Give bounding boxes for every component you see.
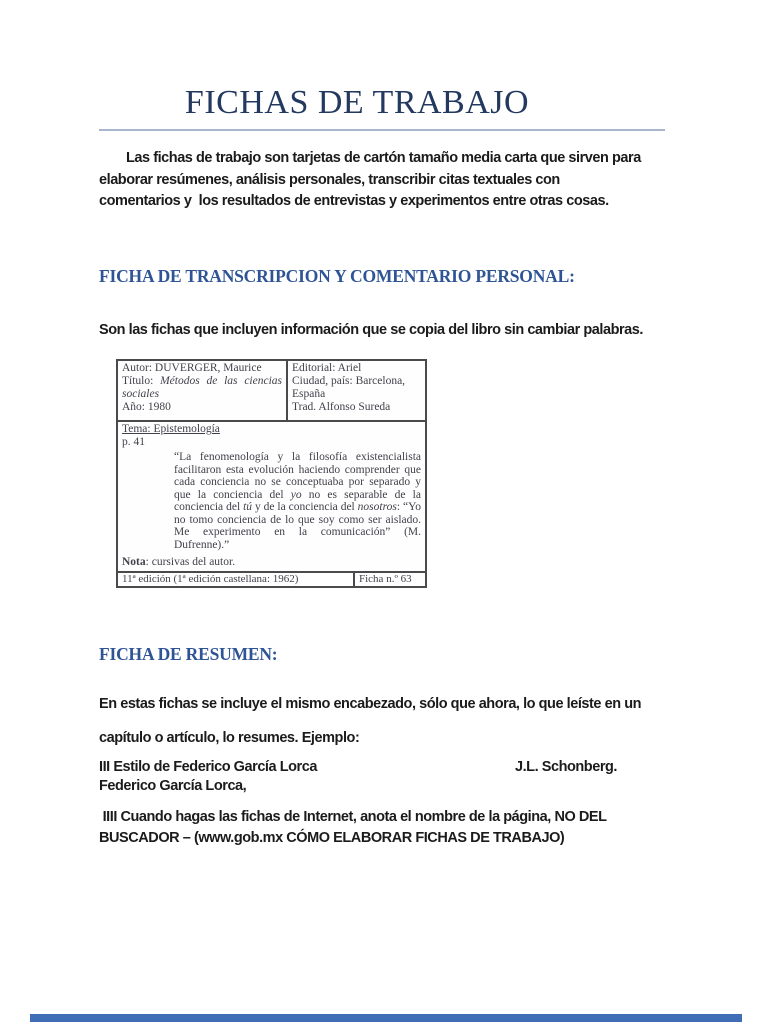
example-title: III Estilo de Federico García Lorca	[99, 759, 317, 775]
section-heading-resumen: FICHA DE RESUMEN:	[99, 644, 278, 664]
intro-line: Las fichas de trabajo son tarjetas de cartón tamaño media carta que sirven para	[126, 150, 641, 166]
example-author: J.L. Schonberg.	[514, 759, 617, 775]
quote-text: y de la conciencia del	[252, 501, 358, 513]
card-publisher-cell	[288, 361, 425, 420]
card-translator: Trad. Alfonso Sureda	[292, 401, 391, 413]
next-page-divider	[30, 1014, 742, 1022]
card-title-line	[122, 375, 282, 401]
card-author: Autor: DUVERGER, Maurice	[122, 362, 262, 374]
card-note-label: Nota	[122, 556, 146, 568]
card-editorial: Editorial: Ariel	[292, 362, 362, 374]
intro-line: comentarios y los resultados de entrevistas y experimentos entre otras cosas.	[99, 193, 609, 209]
card-title-label: Título:	[122, 375, 161, 387]
card-footer-row	[118, 571, 425, 586]
card-body-row	[118, 422, 425, 571]
section-heading-transcripcion: FICHA DE TRANSCRIPCION Y COMENTARIO PERSONAL:	[99, 266, 575, 286]
transcripcion-description: Son las fichas que incluyen información que se copia del libro sin cambiar palabras.	[99, 322, 643, 338]
ficha-card-scan	[116, 359, 427, 588]
internet-note-line: BUSCADOR – (www.gob.mx CÓMO ELABORAR FICHAS DE TRABAJO)	[99, 830, 565, 846]
quote-italic: yo	[290, 488, 302, 501]
card-author-cell	[118, 361, 288, 420]
quote-text: : “Yo no tomo conciencia de lo que soy como ser aislado. Me experimento en la comunicación” (M. Dufrenne).”	[174, 501, 421, 551]
card-note	[122, 556, 421, 569]
quote-italic: tú	[243, 501, 253, 513]
quote-text: “La fenomenología y la filosofía existencialista facilitaron esta evolución haciendo comprender que cada conciencia no se conceptuaba por separado y que la conciencia del	[174, 451, 421, 501]
card-topic: Tema: Epistemología	[122, 423, 220, 435]
card-title-value: Métodos de las ciencias sociales	[122, 375, 282, 400]
example-subject: Federico García Lorca,	[99, 778, 247, 794]
page-title: FICHAS DE TRABAJO	[184, 84, 530, 121]
internet-note-line: IIII Cuando hagas las fichas de Internet, anota el nombre de la página, NO DEL	[99, 809, 607, 825]
internet-note-paragraph	[99, 807, 679, 849]
card-number: Ficha n.º 63	[353, 573, 425, 586]
intro-line: elaborar resúmenes, análisis personales, transcribir citas textuales con	[99, 171, 560, 188]
card-city-country: Ciudad, país: Barcelona, España	[292, 375, 406, 400]
quote-text: no es separable de la conciencia del	[174, 488, 421, 513]
intro-paragraph	[99, 148, 674, 213]
card-page-ref: p. 41	[122, 436, 145, 448]
card-header-row	[118, 361, 425, 422]
resumen-description-line1: En estas fichas se incluye el mismo encabezado, sólo que ahora, lo que leíste en un	[99, 696, 642, 712]
card-note-text: : cursivas del autor.	[145, 556, 236, 568]
quote-italic: nosotros	[357, 501, 397, 513]
title-underline-rule	[99, 129, 665, 131]
resumen-description-line2: capítulo o artículo, lo resumes. Ejemplo:	[99, 730, 360, 746]
card-edition: 11ª edición (1ª edición castellana: 1962)	[122, 573, 299, 585]
card-quote	[174, 451, 421, 551]
card-year: Año: 1980	[122, 401, 171, 413]
